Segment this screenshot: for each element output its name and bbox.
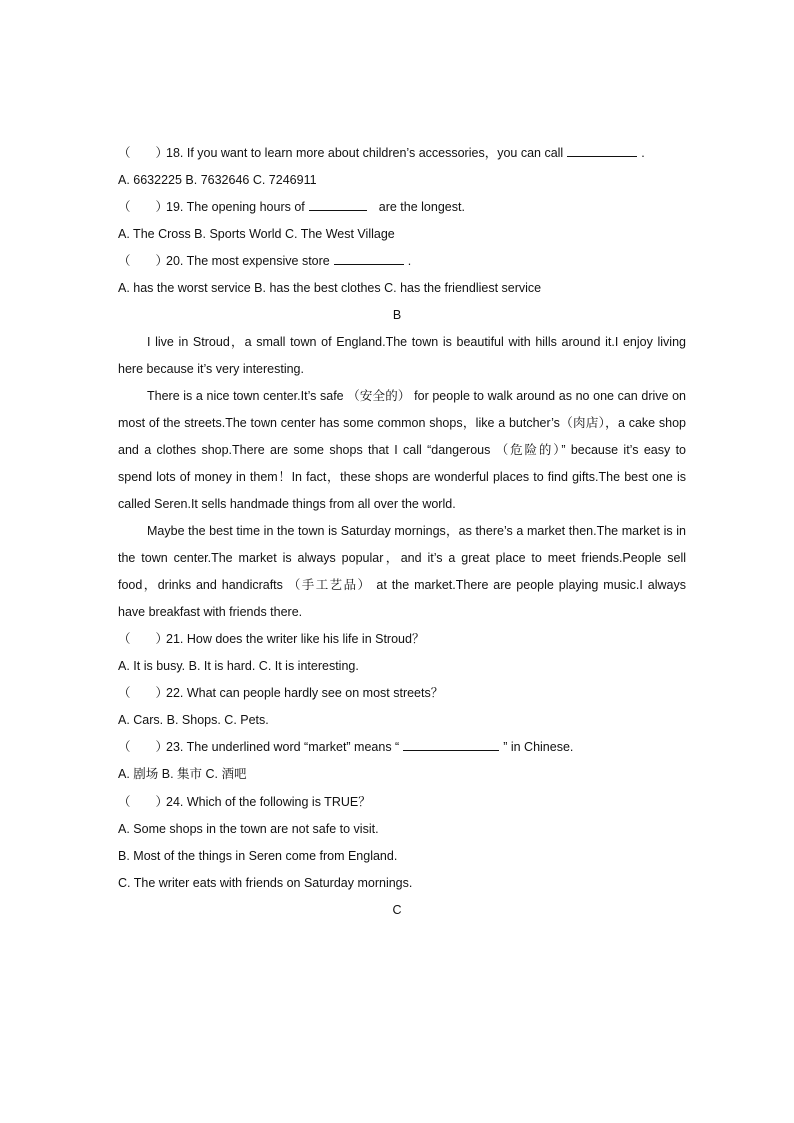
answer-bracket[interactable]: （ ） — [118, 254, 169, 268]
answer-bracket[interactable]: （ ） — [118, 795, 169, 809]
question-tail: are the longest. — [378, 200, 465, 214]
question-21-options: A. It is busy. B. It is hard. C. It is interesting. — [118, 659, 359, 673]
passage-paragraph-3: Maybe the best time in the town is Saturday mornings，as there’s a market then.The market is in the town center.The market is always popular，and it’s a great place to meet friends.People sell food，drinks and handicrafts （手工艺品） at the market.There are people playing music.I always have breakfast with friends there. — [118, 524, 686, 619]
question-text: 23. The underlined word “market” means “ — [166, 740, 400, 754]
question-24 — [118, 789, 686, 816]
question-text: 22. What can people hardly see on most streets？ — [166, 686, 444, 700]
passage-paragraph-2: There is a nice town center.It’s safe （安全的） for people to walk around as no one can drive on most of the streets.The town center has some common shops，like a butcher’s（肉店），a cake shop and a clothes shop.There are some shops that I call “dangerous （危险的）” because it’s easy to spend lots of money in them！In fact，these shops are wonderful places to find gifts.The best one is called Seren.It sells handmade things from all over the world. — [118, 389, 686, 511]
question-22 — [118, 680, 686, 707]
question-19-options: A. The Cross B. Sports World C. The West Village — [118, 227, 395, 241]
question-text: 19. The opening hours of — [166, 200, 305, 214]
passage-paragraph-1: I live in Stroud，a small town of England.The town is beautiful with hills around it.I enjoy living here because it’s very interesting. — [118, 335, 686, 376]
question-tail: . — [641, 146, 645, 160]
answer-bracket[interactable]: （ ） — [118, 200, 169, 214]
answer-bracket[interactable]: （ ） — [118, 146, 169, 160]
question-text: 20. The most expensive store — [166, 254, 330, 268]
question-22-options: A. Cars. B. Shops. C. Pets. — [118, 713, 269, 727]
answer-blank[interactable] — [403, 736, 499, 751]
question-21 — [118, 626, 686, 653]
question-text: 18. If you want to learn more about children’s accessories，you can call — [166, 146, 564, 160]
question-24-option-a: A. Some shops in the town are not safe to visit. — [118, 822, 379, 836]
question-text: 24. Which of the following is TRUE？ — [166, 795, 371, 809]
question-18 — [118, 140, 686, 167]
question-19 — [118, 194, 686, 221]
section-heading-b: B — [392, 308, 402, 322]
answer-bracket[interactable]: （ ） — [118, 686, 169, 700]
answer-bracket[interactable]: （ ） — [118, 740, 169, 754]
question-tail: . — [407, 254, 412, 268]
question-20 — [118, 248, 686, 275]
answer-bracket[interactable]: （ ） — [118, 632, 169, 646]
question-24-option-c: C. The writer eats with friends on Saturday mornings. — [118, 876, 413, 890]
answer-blank[interactable] — [309, 196, 367, 211]
question-23-options: A. 剧场 B. 集市 C. 酒吧 — [118, 767, 247, 781]
question-tail: ” in Chinese. — [503, 740, 574, 754]
answer-blank[interactable] — [334, 250, 404, 265]
question-18-options: A. 6632225 B. 7632646 C. 7246911 — [118, 173, 317, 187]
question-20-options: A. has the worst service B. has the best clothes C. has the friendliest service — [118, 281, 542, 295]
answer-blank[interactable] — [567, 142, 637, 157]
question-text: 21. How does the writer like his life in Stroud？ — [166, 632, 425, 646]
section-heading-c: C — [392, 903, 402, 917]
question-24-option-b: B. Most of the things in Seren come from England. — [118, 849, 398, 863]
question-23 — [118, 734, 686, 761]
